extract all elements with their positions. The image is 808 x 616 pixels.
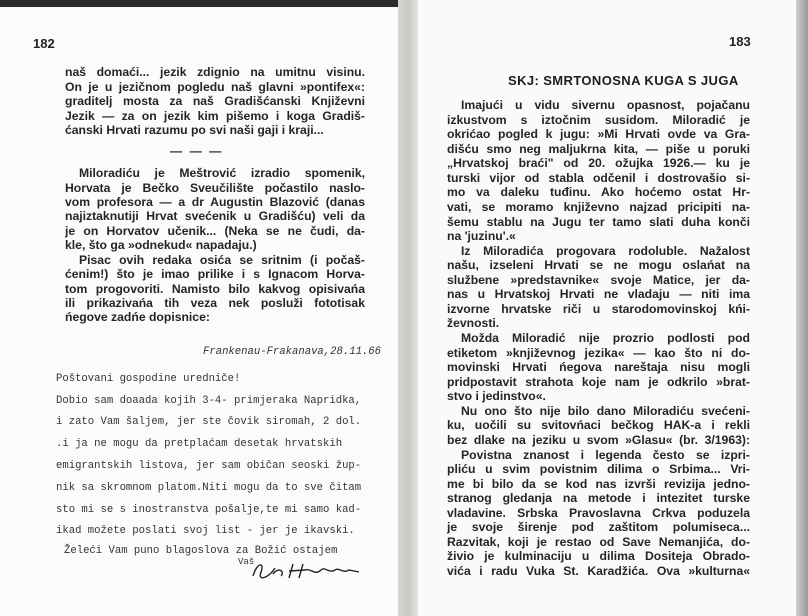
body-text-line: vom profesora — a dr Augustin Blazović (danas	[65, 195, 365, 209]
body-text-line: turski vijor od stabla odčenil i dostrovašio si-	[447, 171, 750, 185]
body-text-line: ćanski Hrvati razumu po svi naši gaji i kraji...	[65, 123, 324, 137]
chapter-heading: SKJ: SMRTONOSNA KUGA S JUGA	[508, 73, 739, 88]
book-gutter	[398, 0, 420, 616]
scan-right-edge	[796, 0, 808, 616]
body-text-line: Možda Miloradić nije prozrio podlosti pod	[461, 331, 750, 345]
body-text-line: Razvitak, koji je restao od Save Nemanjića, do-	[447, 535, 750, 549]
body-text-line: vića i radu Vuka St. Karadžića. Ova »kulturna«	[447, 564, 750, 578]
body-text-line: stranog gledanja na metode i intezitet turske	[447, 491, 750, 505]
letter-closing: Želeći Vam puno blagoslova za Božić ostajem	[64, 545, 338, 557]
body-text-line: je on Horvatov učenik... (Neka se ne čudi, da-	[65, 224, 365, 238]
body-text-line: ńegove zadńe dopisnice:	[65, 310, 210, 324]
letter-salutation: Poštovani gospodine uredniče!	[56, 373, 241, 385]
body-text-line: Horvata je Bečko Sveučilište počastilo naslo-	[65, 181, 365, 195]
body-text-line: naš domaći... jezik zdignio na umitnu visinu.	[65, 65, 365, 79]
body-text-line: Iz Miloradića progovara rodoluble. Nažalost	[461, 244, 750, 258]
body-text-line: ili prikazivańa tih veza nek posluži fototisak	[65, 296, 365, 310]
letter-line: ikad možete poslati svoj list - jer je ikavski.	[56, 525, 355, 537]
body-text-line: etiketom »književnog jezika« — kao što ni do-	[447, 346, 750, 360]
body-text-line: Povistna znanost i legenda često se izpri-	[461, 448, 750, 462]
body-text-line: me bi bilo da se kod nas izvrši revizija jedno-	[447, 477, 750, 491]
body-text-line: ževnosti.	[447, 316, 500, 330]
body-text-line: našu, izseleni Hrvati se ne mogu oslańat na	[447, 258, 750, 272]
letter-vas: Vaš	[238, 557, 255, 567]
body-text-line: Jezik — za on jezik kim pišemo i koga Gradiš-	[65, 109, 365, 123]
body-text-line: pridpostavit strahota koje nam je odkrilo »brat-	[447, 375, 750, 389]
body-text-line: vati, se moramo književno najzad pricipiti na-	[447, 200, 750, 214]
body-text-line: kle, što ga »odnekud« napadaju.)	[65, 238, 257, 252]
body-text-line: graditelj mosta za naš Gradišćanski Književni	[65, 94, 365, 108]
body-text-line: izkustvom s iztočnim susidom. Miloradić je	[447, 113, 750, 127]
letter-line: sto mi se s inostranstva pošalje,te mi samo kad-	[56, 504, 362, 516]
body-text-line: živio je kulminaciju u dilima Dositeja Obrado-	[447, 549, 750, 563]
body-text-line: na 'juzinu'.«	[447, 229, 516, 243]
body-text-line: pliću u svim povistnim dilima o Srbima... Vri-	[447, 462, 750, 476]
body-text-line: bez dlake na jeziku u svom »Glasu« (br. 3/1963):	[447, 433, 750, 447]
body-text-line: vladavine. Srbska Pravoslavna Crkva poduzela	[447, 506, 750, 520]
body-text-line: Imajući u vidu sivernu opasnost, pojačanu	[461, 98, 750, 112]
body-text-line: izvorne hrvatske riči u starodomovinskoj kńi-	[447, 302, 750, 316]
letter-line: emigrantskih listova, jer sam običan seoski žup-	[56, 460, 362, 472]
body-text-line: nas u Hrvatskoj Hrvati ne vladaju — niti ima	[447, 287, 750, 301]
letter-line: i zato Vam šaljem, jer ste čovik siromah, 2 dol.	[56, 416, 362, 428]
body-text-line: mo va daleku tuđinu. Ako hoćemo ostat Hr-	[447, 185, 750, 199]
body-text-line: ćenim!) što je imao prilike i s Ignacom Horva-	[65, 267, 365, 281]
handwritten-signature	[245, 558, 365, 584]
body-text-line: okrićao pogled k jugu: »Mi Hrvati ovde va Gra-	[447, 127, 750, 141]
body-text-line: Pisac ovih redaka osića se sritnim (i počaš-	[79, 253, 365, 267]
letter-line: nik sa skromnom platom.Niti mogu da to sve čitam	[56, 482, 362, 494]
body-text-line: On je u jezičnom pogledu naš glavni »pontifex«:	[65, 80, 365, 94]
body-text-line: tom progovoriti. Namisto bilo kakvog opisivańa	[65, 282, 365, 296]
letter-line: Dobio sam doaada kojih 3-4- primjeraka Napridka,	[56, 395, 362, 407]
body-text-line: je svoje širenje pod zaštitom polumiseca...	[447, 520, 750, 534]
body-text-line: šemu stablu na Jugu ter tamo slati duha konči	[447, 215, 750, 229]
scan-top-edge	[0, 0, 410, 7]
section-separator: — — —	[170, 144, 224, 158]
letter-place-date: Frankenau-Frakanava,28.11.66	[203, 346, 382, 358]
letter-line: .i ja ne mogu da pretplaćam desetak hrvatskih	[56, 438, 343, 450]
body-text-line: ku, uočili su svitovńaci bečkog HAK-a i rekli	[447, 418, 750, 432]
body-text-line: stvo i jedinstvo«.	[447, 389, 546, 403]
body-text-line: dišću smo neg maljukrna kita, — piše u poruki	[447, 142, 750, 156]
body-text-line: Miloradiću je Meštrović izradio spomenik,	[79, 166, 365, 180]
body-text-line: „Hrvatskoj braći" od 20. ožujka 1926.— ku je	[447, 156, 750, 170]
page-number-left: 182	[33, 36, 55, 51]
page-number-right: 183	[729, 34, 751, 49]
body-text-line: službene »predstavnike« svoje Matice, jer da-	[447, 273, 750, 287]
body-text-line: movinski Hrvati ńegova nareštaja nisu mogli	[447, 360, 750, 374]
body-text-line: Nu ono što nije bilo dano Miloradiću svećeni-	[461, 404, 750, 418]
body-text-line: najiztaknutiji Hrvat svećenik u Gradišću) veli da	[65, 209, 365, 223]
